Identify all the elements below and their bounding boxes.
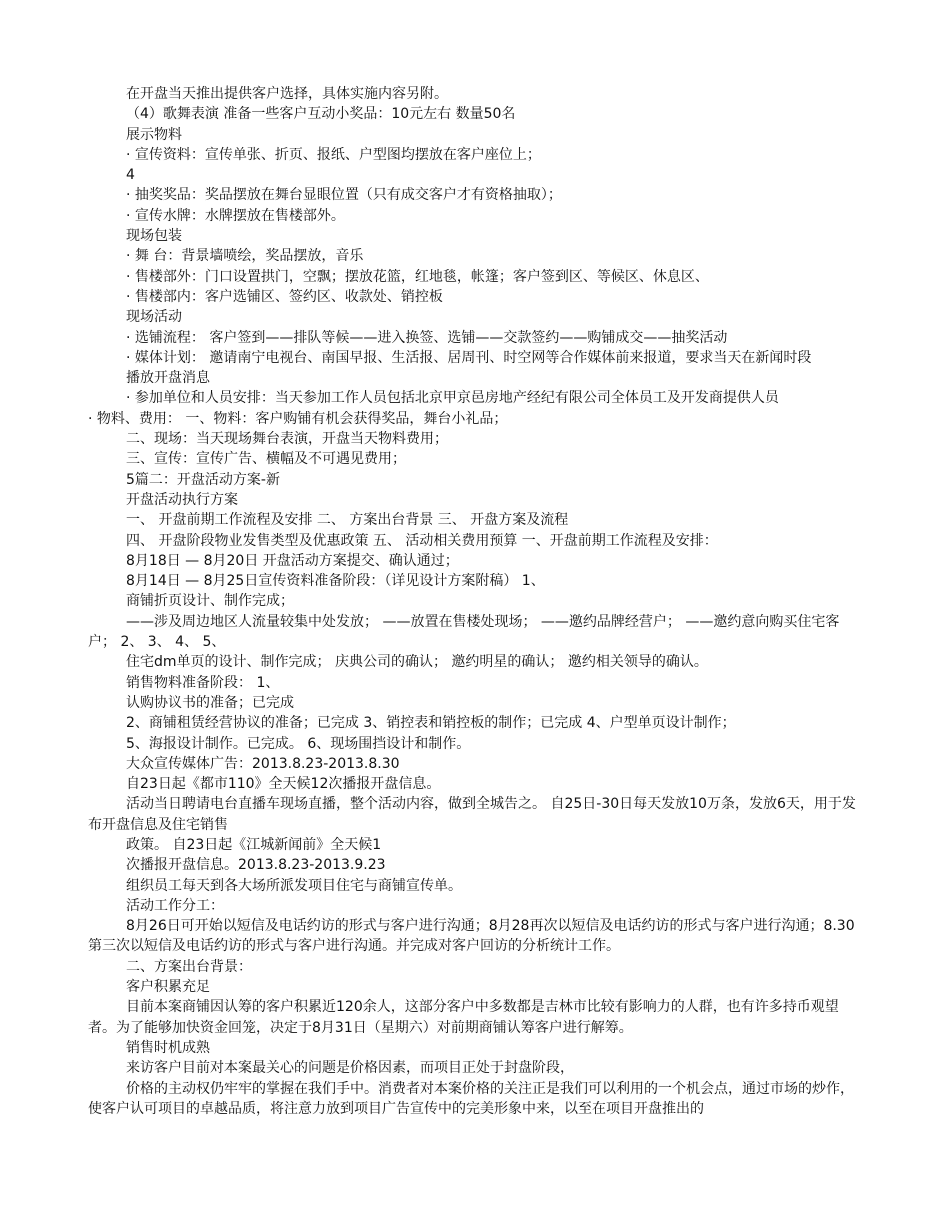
document-body xyxy=(88,84,860,1119)
text-line: 销售时机成熟 xyxy=(126,1039,210,1056)
text-line: 大众宣传媒体广告：2013.8.23-2013.8.30 xyxy=(126,755,400,772)
text-line: 客户积累充足 xyxy=(126,979,210,996)
text-line: 展示物料 xyxy=(126,126,182,143)
text-line: 自23日起《都市110》全天候12次播报开盘信息。 xyxy=(126,776,441,793)
text-line: · 选铺流程： 客户签到——排队等候——进入换签、选铺——交款签约——购铺成交——抽奖活动 xyxy=(126,329,728,346)
text-line: 8月18日 — 8月20日 开盘活动方案提交、确认通过； xyxy=(126,552,459,569)
text-line: 认购协议书的准备；已完成 xyxy=(126,694,294,711)
text-line: 活动工作分工： xyxy=(126,897,224,914)
text-line: 住宅dm单页的设计、制作完成； 庆典公司的确认； 邀约明星的确认； 邀约相关领导的确认。 xyxy=(126,654,708,671)
text-line: 销售物料准备阶段： 1、 xyxy=(126,674,280,691)
text-line: 5、海报设计制作。已完成。 6、现场围挡设计和制作。 xyxy=(126,735,471,752)
text-line: 现场活动 xyxy=(126,309,182,326)
text-line: · 舞 台：背景墙喷绘，奖品摆放，音乐 xyxy=(126,248,364,265)
text-line: 二、方案出台背景： xyxy=(126,958,252,975)
text-line: 商铺折页设计、制作完成； xyxy=(126,593,294,610)
text-line: 一、 开盘前期工作流程及安排 二、 方案出台背景 三、 开盘方案及流程 xyxy=(126,512,569,529)
text-line: · 物料、费用： 一、物料：客户购铺有机会获得奖品，舞台小礼品； xyxy=(88,410,508,427)
text-line: · 媒体计划： 邀请南宁电视台、南国早报、生活报、居周刊、时空网等合作媒体前来报道，要求当天在新闻时段 xyxy=(126,349,812,366)
text-line: 4 xyxy=(126,167,135,184)
text-line: 次播报开盘信息。2013.8.23-2013.9.23 xyxy=(126,857,386,874)
text-line: 5篇二：开盘活动方案-新 xyxy=(126,471,280,488)
text-line: 目前本案商铺因认筹的客户积累近120余人，这部分客户中多数都是吉林市比较有影响力的人群，也有许多持币观望者。为了能够加快资金回笼，决定于8月31日（星期六）对前期商铺认筹客户进行解筹。 xyxy=(88,999,839,1036)
text-line: · 抽奖奖品：奖品摆放在舞台显眼位置（只有成交客户才有资格抽取）； xyxy=(126,187,562,204)
text-line: 2、商铺租赁经营协议的准备；已完成 3、销控表和销控板的制作；已完成 4、户型单页设计制作； xyxy=(126,715,736,732)
text-line: 播放开盘消息 xyxy=(126,370,210,387)
text-line: · 宣传水牌：水牌摆放在售楼部外。 xyxy=(126,207,345,224)
text-line: 价格的主动权仍牢牢的掌握在我们手中。消费者对本案价格的关注正是我们可以利用的一个机会点，通过市场的炒作，使客户认可项目的卓越品质，将注意力放到项目广告宣传中的完美形象中来，以至在项目开盘推出的 xyxy=(88,1080,854,1117)
text-line: 开盘活动执行方案 xyxy=(126,491,238,508)
text-line: 四、 开盘阶段物业发售类型及优惠政策 五、 活动相关费用预算 一、开盘前期工作流程及安排： xyxy=(126,532,718,549)
text-line: · 售楼部内：客户选铺区、签约区、收款处、销控板 xyxy=(126,288,443,305)
text-line: · 售楼部外：门口设置拱门，空飘；摆放花篮，红地毯，帐篷；客户签到区、等候区、休息区、 xyxy=(126,268,709,285)
text-line: · 参加单位和人员安排：当天参加工作人员包括北京甲京邑房地产经纪有限公司全体员工及开发商提供人员 xyxy=(126,390,779,407)
text-line: 来访客户目前对本案最关心的问题是价格因素，而项目正处于封盘阶段， xyxy=(126,1060,574,1077)
text-line: 活动当日聘请电台直播车现场直播，整个活动内容，做到全城告之。 自25日-30日每天发放10万条，发放6天，用于发布开盘信息及住宅销售 xyxy=(88,796,856,833)
text-line: 二、现场：当天现场舞台表演，开盘当天物料费用； xyxy=(126,431,448,448)
text-line: 8月14日 — 8月25日宣传资料准备阶段：（详见设计方案附稿） 1、 xyxy=(126,573,545,590)
text-line: （4）歌舞表演 准备一些客户互动小奖品：10元左右 数量50名 xyxy=(126,106,516,123)
text-line: 现场包装 xyxy=(126,228,182,245)
text-line: 三、宣传：宣传广告、横幅及不可遇见费用； xyxy=(126,451,406,468)
text-line: 在开盘当天推出提供客户选择，具体实施内容另附。 xyxy=(126,86,448,102)
text-line: 政策。 自23日起《江城新闻前》全天候1 xyxy=(126,836,382,853)
text-line: · 宣传资料：宣传单张、折页、报纸、户型图均摆放在客户座位上； xyxy=(126,146,541,163)
text-line: 8月26日可开始以短信及电话约访的形式与客户进行沟通；8月28再次以短信及电话约访的形式与客户进行沟通；8.30第三次以短信及电话约访的形式与客户进行沟通。并完成对客户回访的分析统计工作。 xyxy=(88,918,855,955)
text-line: 组织员工每天到各大场所派发项目住宅与商铺宣传单。 xyxy=(126,877,462,894)
text-line: ——涉及周边地区人流量较集中处发放； ——放置在售楼处现场； ——邀约品牌经营户； ——邀约意向购买住宅客户； 2、 3、 4、 5、 xyxy=(88,613,840,651)
